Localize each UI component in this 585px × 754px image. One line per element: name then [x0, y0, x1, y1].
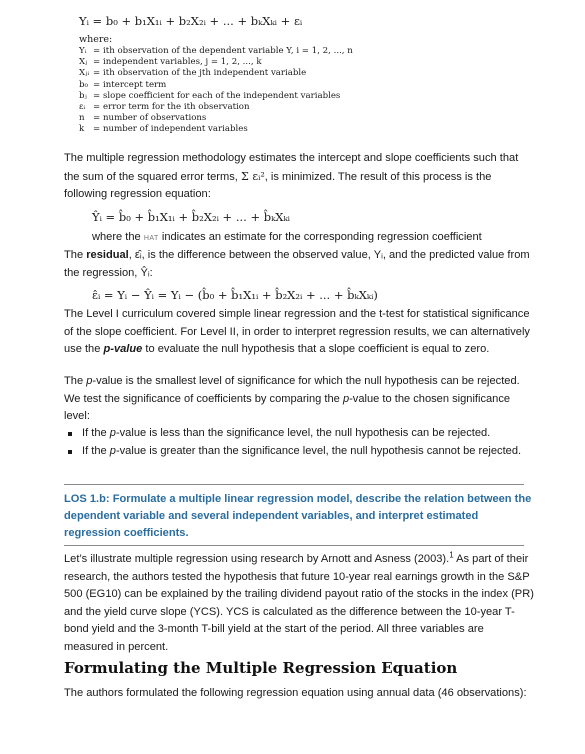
- where-label: where:: [79, 34, 113, 45]
- paragraph-text: to evaluate the null hypothesis that a slope coefficient is equal to zero.: [142, 343, 490, 355]
- paragraph-text: The multiple regression methodology estimates the intercept and slope coefficients such that the sum of the squared error terms,: [64, 152, 519, 183]
- definition-text: error term for the ith observation: [103, 102, 250, 113]
- paragraph-arnott-asness: [64, 551, 534, 656]
- definition-text: number of observations: [103, 113, 207, 124]
- paragraph-p-value-intro: [64, 306, 534, 359]
- definition-symbol: b₀: [79, 79, 88, 90]
- los-divider-bottom: [64, 545, 524, 546]
- p-italic: p: [109, 444, 116, 457]
- section-heading: Formulating the Multiple Regression Equation: [64, 659, 458, 677]
- sum-of-squared-errors-expression: Σ εᵢ²: [240, 169, 265, 183]
- paragraph-text: -value to the chosen significance level:: [64, 392, 511, 422]
- paragraph-text: The Level I curriculum covered simple linear regression and the t-test for statistical significance of the slope coefficient. For Level II, in order to interpret regression results, we can alternatively use the: [64, 308, 530, 355]
- bullet-list: [64, 425, 534, 460]
- definition-symbol: εᵢ: [79, 102, 86, 113]
- definition-text: slope coefficient for each of the independent variables: [103, 90, 341, 101]
- residual-equation: ε̂ᵢ = Yᵢ − Ŷᵢ = Yᵢ − (b̂₀ + b̂₁X₁ᵢ + b̂₂X₂ᵢ + ... + b̂ₖXₖᵢ): [92, 288, 378, 302]
- bullet-marker: [64, 443, 82, 461]
- definition-row: εᵢ = error term for the ith observation: [79, 102, 250, 113]
- definitions-list: [79, 46, 353, 136]
- bullet-marker: [64, 425, 82, 443]
- paragraph-text: , is minimized. The result of this process is the following regression equation:: [64, 170, 492, 200]
- paragraph-text: where the: [92, 231, 144, 243]
- paragraph-text: The: [64, 249, 87, 261]
- general-regression-equation: Yᵢ = b₀ + b₁X₁ᵢ + b₂X₂ᵢ + ... + bₖXₖᵢ + εᵢ: [79, 14, 303, 28]
- bullet-text: -value is less than the significance level, the null hypothesis can be rejected.: [115, 427, 491, 439]
- paragraph-text: As part of their research, the authors tested the hypothesis that future 10-year real earnings growth in the S&P 500 (EG10) can be explained by the trailing dividend payout ratio of the stocks in the index (PR) and the yield curve slope (YCS). YCS is calculated as the difference between the 10-year T-bond yield and the 3-month T-bill yield at the start of the period. All three variables are measured in percent.: [64, 553, 534, 653]
- definition-symbol: Xⱼ: [79, 57, 88, 68]
- paragraph-methodology: [64, 150, 534, 204]
- bullet-text: -value is greater than the significance level, the null hypothesis cannot be rejected.: [115, 444, 522, 457]
- definition-symbol: Xⱼᵢ: [79, 68, 90, 79]
- paragraph-text: -value is the smallest level of significance for which the null hypothesis can be rejected. We test the significance of coefficients by comparing the: [64, 375, 520, 405]
- definition-row: Xⱼᵢ = ith observation of the jth independent variable: [79, 68, 307, 79]
- definition-row: Xⱼ = independent variables, j = 1, 2, ..., k: [79, 57, 262, 68]
- p-value-term: p-value: [103, 343, 143, 355]
- definition-row: Yᵢ = ith observation of the dependent variable Y, i = 1, 2, ..., n: [79, 46, 353, 56]
- paragraph-hat-note: [92, 229, 532, 248]
- paragraph-regression-intro: The authors formulated the following regression equation using annual data (46 observations):: [64, 687, 527, 699]
- residual-term: residual: [86, 249, 129, 261]
- estimated-regression-equation: Ŷᵢ = b̂₀ + b̂₁X₁ᵢ + b̂₂X₂ᵢ + ... + b̂ₖXₖᵢ: [92, 210, 290, 224]
- definition-symbol: Yᵢ: [79, 46, 87, 56]
- bullet-item: [64, 425, 534, 443]
- hat-word: HAT: [143, 235, 159, 242]
- learning-outcome-statement: LOS 1.b: Formulate a multiple linear regression model, describe the relation between the dependent variable and several independent variables, and interpret estimated regression coefficients.: [64, 493, 532, 539]
- paragraph-residual: [64, 247, 534, 282]
- paragraph-text: , ε̂ᵢ, is the difference between the observed value, Yᵢ, and the predicted value from the regression, Ŷᵢ:: [64, 249, 530, 279]
- bullet-text: If the: [82, 427, 110, 439]
- definition-row: k = number of independent variables: [79, 124, 248, 135]
- paragraph-text: Let’s illustrate multiple regression using research by Arnott and Asness (2003).: [64, 553, 450, 565]
- definition-row: b₀ = intercept term: [79, 79, 167, 90]
- definition-row: n = number of observations: [79, 113, 207, 124]
- p-italic: p: [109, 427, 116, 439]
- definition-text: number of independent variables: [103, 124, 248, 135]
- bullet-item: [64, 443, 534, 461]
- definition-symbol: k: [79, 124, 85, 135]
- definition-row: bⱼ = slope coefficient for each of the independent variables: [79, 90, 341, 101]
- p-italic: p: [342, 392, 350, 405]
- paragraph-text: indicates an estimate for the corresponding regression coefficient: [158, 231, 482, 243]
- definition-text: ith observation of the jth independent variable: [103, 68, 307, 79]
- paragraph-text: The: [64, 375, 87, 387]
- definition-text: intercept term: [103, 79, 167, 90]
- definition-symbol: n: [79, 113, 85, 124]
- los-divider-top: [64, 484, 524, 485]
- definition-symbol: bⱼ: [79, 90, 87, 101]
- paragraph-p-value-definition: [64, 373, 534, 426]
- footnote-marker[interactable]: 1: [449, 550, 454, 560]
- bullet-text: If the: [82, 444, 110, 457]
- definition-text: ith observation of the dependent variable Y, i = 1, 2, ..., n: [103, 46, 353, 56]
- definition-text: independent variables, j = 1, 2, ..., k: [103, 57, 262, 68]
- p-italic: p: [86, 375, 93, 387]
